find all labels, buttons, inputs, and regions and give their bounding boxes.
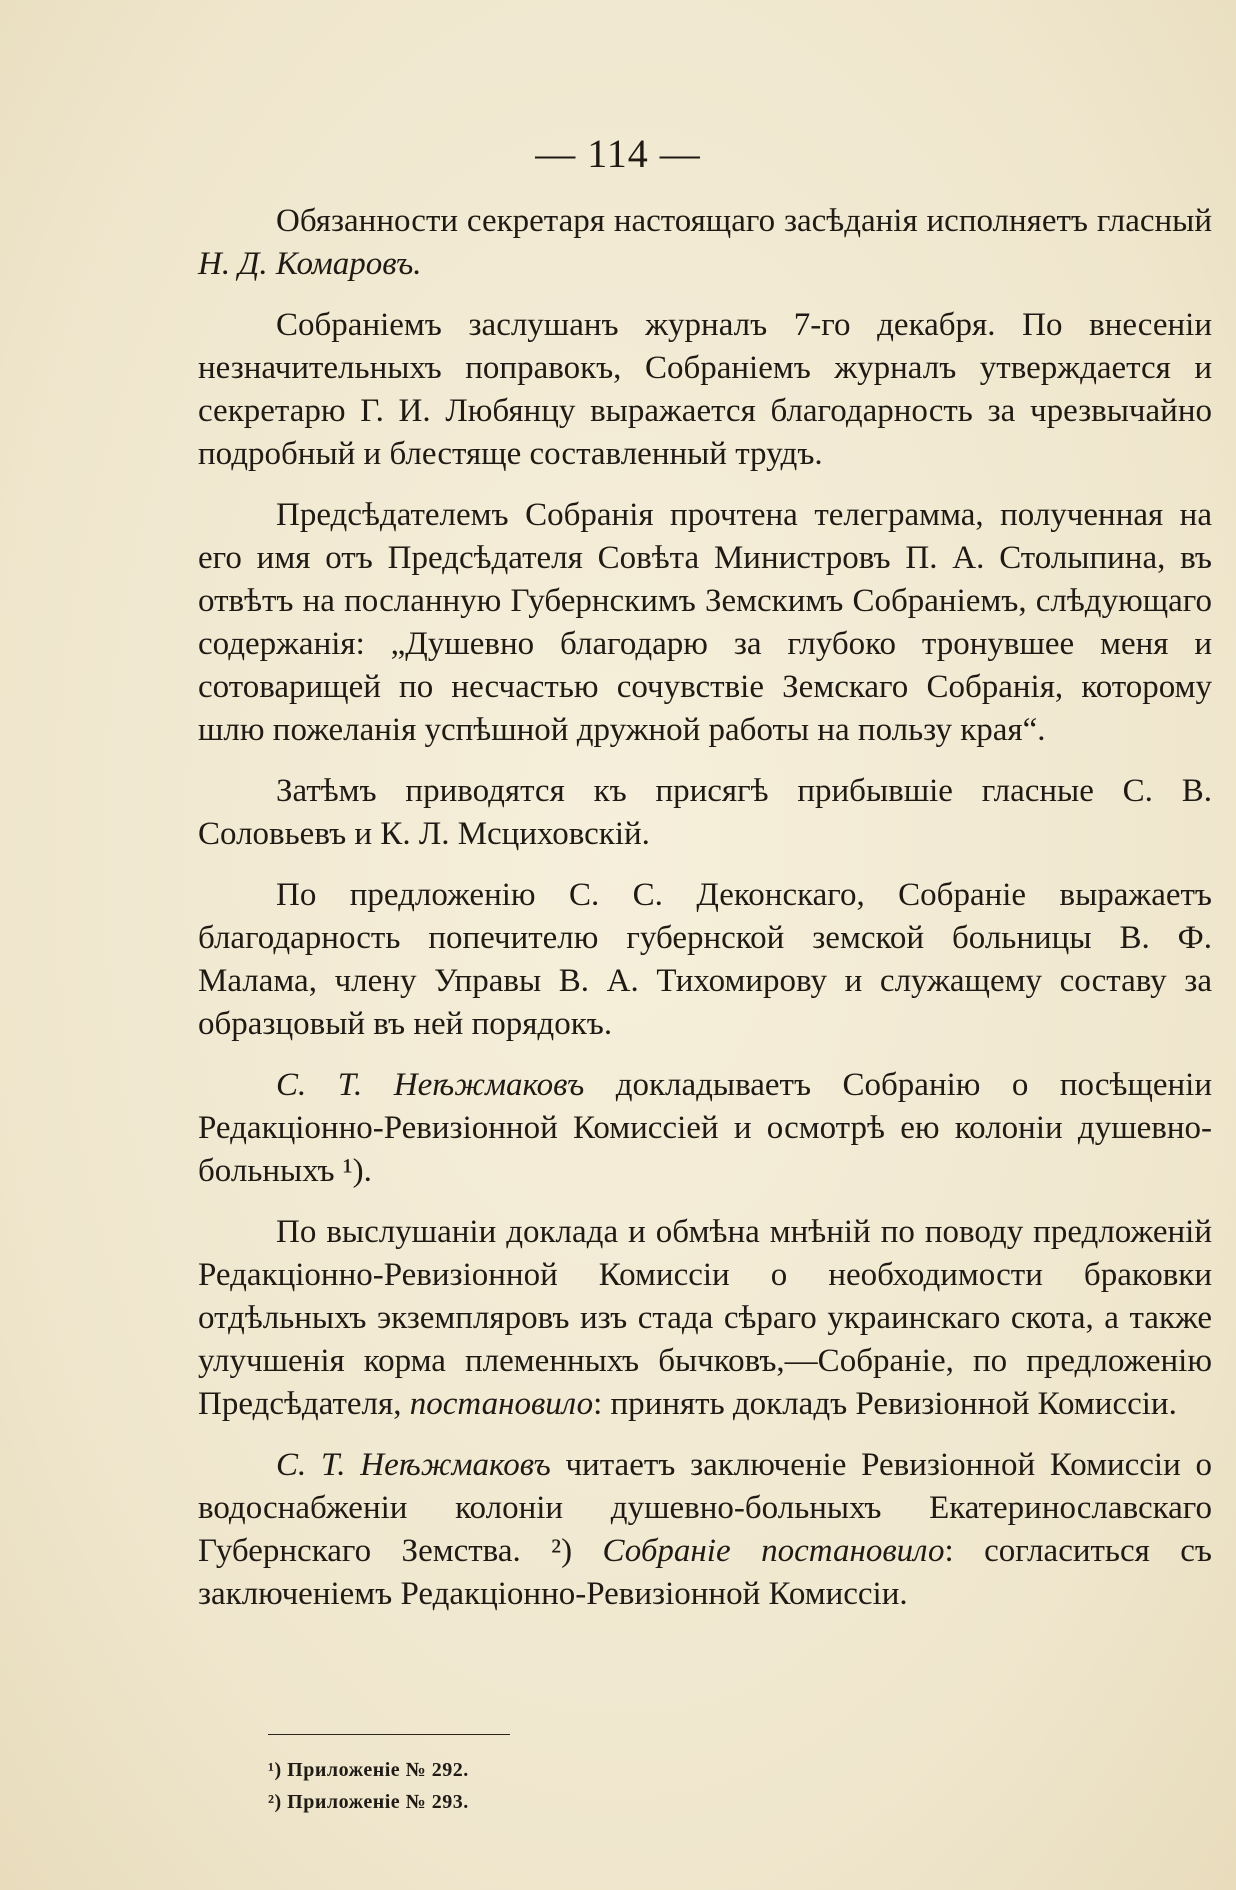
paragraph xyxy=(198,874,1212,1046)
text-segment: По предложенію С. С. Деконскаго, Собраніе выражаетъ благодарность попечителю губернской земской больницы В. Ф. Малама, члену Управы В. А. Тихомирову и служащему составу за образцовый въ ней порядокъ. xyxy=(198,877,1212,1042)
italic-text: Собраніе постановило xyxy=(602,1533,945,1569)
text-segment: : согласиться съ заключеніемъ Редакціонно-Ревизіонной Комиссіи. xyxy=(198,1533,1212,1612)
page-number: — 114 — xyxy=(535,131,701,176)
paragraph xyxy=(198,770,1212,856)
paragraph xyxy=(198,1444,1212,1616)
footnote: ²) Приложеніе № 293. xyxy=(268,1791,469,1813)
italic-text: С. Т. Неѣжмаковъ xyxy=(276,1447,551,1483)
footnote: ¹) Приложеніе № 292. xyxy=(268,1759,469,1781)
text-segment: читаетъ заключеніе Ревизіонной Комиссіи о водоснабженіи колоніи душевно-больныхъ Екатеринославскаго Губернскаго Земства. ²) xyxy=(198,1447,1212,1569)
text-segment: Собраніемъ заслушанъ журналъ 7-го декабря. По внесеніи незначительныхъ поправокъ, Собраніемъ журналъ утверждается и секретарю Г. И. Любянцу выражается благодарность за чрезвычайно подробный и блестяще составленный трудъ. xyxy=(198,307,1212,472)
text-segment: По выслушаніи доклада и обмѣна мнѣній по поводу предложеній Редакціонно-Ревизіонной Комиссіи о необходимости браковки отдѣльныхъ экземпляровъ изъ стада сѣраго украинскаго скота, а также улучшенія корма племенныхъ бычковъ,—Собраніе, по предложенію Предсѣдателя, xyxy=(198,1214,1212,1422)
text-segment: Затѣмъ приводятся къ присягѣ прибывшіе гласные С. В. Соловьевъ и К. Л. Мсциховскій. xyxy=(198,773,1212,852)
footnotes xyxy=(268,1754,469,1818)
paragraph xyxy=(198,200,1212,286)
paragraph xyxy=(198,1064,1212,1193)
text-segment: : принять докладъ Ревизіонной Комиссіи. xyxy=(593,1386,1177,1422)
italic-text: постановило xyxy=(409,1386,594,1422)
text-segment: Обязанности секретаря настоящаго засѣданія исполняетъ гласный xyxy=(276,203,1212,239)
body-text xyxy=(198,200,1212,1634)
paragraph xyxy=(198,304,1212,476)
footnote-divider xyxy=(268,1734,510,1735)
text-segment: Предсѣдателемъ Собранія прочтена телеграмма, полученная на его имя отъ Предсѣдателя Совѣта Министровъ П. А. Столыпина, въ отвѣтъ на посланную Губернскимъ Земскимъ Собраніемъ, слѣдующаго содержанія: „Душевно благодарю за глубоко тронувшее меня и сотоварищей по несчастью сочувствіе Земскаго Собранія, которому шлю пожеланія успѣшной дружной работы на пользу края“. xyxy=(198,497,1212,748)
paragraph xyxy=(198,1211,1212,1426)
italic-text: С. Т. Неѣжмаковъ xyxy=(276,1067,585,1103)
italic-text: Н. Д. Комаровъ. xyxy=(198,246,422,282)
paragraph xyxy=(198,494,1212,752)
text-segment: докладываетъ Собранію о посѣщеніи Редакціонно-Ревизіонной Комиссіей и осмотрѣ ею колоніи душевно-больныхъ ¹). xyxy=(198,1067,1212,1189)
